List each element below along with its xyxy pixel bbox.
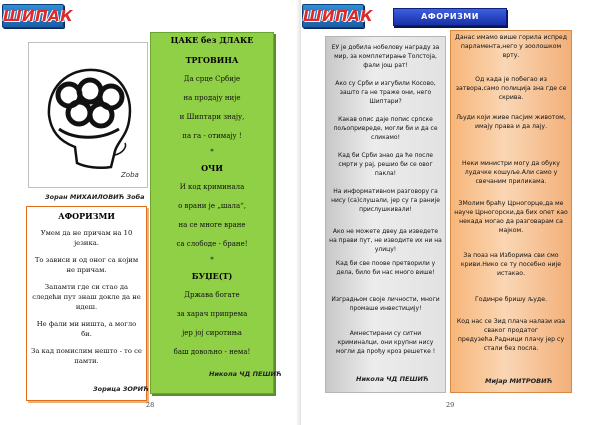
aphorism-item: Кад би све поове претворили у дела, било би нас много више! xyxy=(335,260,436,276)
aphorisms-box-author: Зорица ЗОРИЋ xyxy=(93,385,149,393)
aphorism-item: Умем да не причам на 10 језика. xyxy=(40,229,133,247)
aphorism-item: Запамти где си стао да следећи пут знаш докле да не идеш. xyxy=(32,283,141,311)
aphorisms-box-title: АФОРИЗМИ xyxy=(58,211,115,221)
cartoon-author: Зоран МИХАИЛОВИЋ Зоба xyxy=(45,193,145,201)
poem-line: па га - отимају ! xyxy=(182,132,242,140)
cartoon-drawing xyxy=(29,43,147,187)
poem-line: о врани је „шала“, xyxy=(178,202,246,210)
orange-box-author: Мијар МИТРОВИЋ xyxy=(485,377,553,385)
magazine-logo xyxy=(302,4,374,28)
poems-author: Никола ЧД ПЕШИЋ xyxy=(209,370,282,378)
poems-box xyxy=(150,32,282,394)
aphorism-item: Неки министри могу да обуку лудачке кошуље.Али само у свечаним приликама. xyxy=(462,160,560,185)
magazine-logo xyxy=(2,4,74,28)
aphorism-item: Какав опис даје попис српске пољопривреде, могли би и да се сликамо! xyxy=(333,116,438,141)
page-number-right: 29 xyxy=(446,401,455,409)
svg-text:Zoba: Zoba xyxy=(121,171,139,179)
page-number-left: 28 xyxy=(146,401,155,409)
aphorism-item: ЗМолим браћу Црногорце,да ме науче Црногорски,да бих опет као некада могао да разговарам са мајком. xyxy=(454,200,568,234)
aphorism-item: Годинре бришу људе. xyxy=(475,296,547,303)
separator: * xyxy=(210,148,214,156)
aphorism-item: Код нас се Зид плача налази иза сваког продатог предузећа.Радници плачу јер су стали без посла. xyxy=(456,318,566,352)
aphorisms-box-orange xyxy=(450,30,572,393)
poem-line: на се многе вране xyxy=(178,221,246,229)
aphorism-item: Изградњом своје личности, многи промаше инвестицију! xyxy=(331,296,440,312)
aphorism-item: Не фали ми ништа, а могло би. xyxy=(36,320,137,338)
poems-heading: ЦАКЕ без ДЛАКЕ xyxy=(170,35,254,45)
poem-line: баш довољно - нема! xyxy=(173,348,251,356)
aphorisms-banner: АФОРИЗМИ xyxy=(393,8,507,26)
poem-line: И код криминала xyxy=(179,183,245,191)
aphorism-item: Данас имамо више горила испред парламента,него у зоолошком врту. xyxy=(454,34,567,59)
aphorism-item: То зависи и од оног са којим не причам. xyxy=(34,256,139,274)
poem-title: ОЧИ xyxy=(201,163,223,173)
poem-line: са слободе - бране! xyxy=(176,240,248,248)
aphorism-item: Људи који живе пасјим животом, имају права и да лају. xyxy=(456,114,566,130)
aphorism-item: Ако не можете двеу да изведете на прави пут, не изводите их ни на улицу! xyxy=(329,228,442,253)
separator: * xyxy=(210,256,214,264)
logo-text: ШИПАК xyxy=(303,7,374,25)
poem-line: за харач припрема xyxy=(176,310,248,318)
aphorism-item: Кад би Срби знао да ће после смрти у рај, решио би се овог пакла! xyxy=(337,152,434,177)
gray-box-author: Никола ЧД ПЕШИЋ xyxy=(356,375,429,383)
poem-line: на продају није xyxy=(183,94,241,102)
poem-title: ТРГОВИНА xyxy=(185,55,239,65)
aphorisms-box-left xyxy=(26,206,147,401)
logo-text: ШИПАК xyxy=(3,7,74,25)
cartoon-illustration xyxy=(28,42,148,188)
aphorism-item: На информативном разговору га нису (са)слушали, јер су га раније прислушкивали! xyxy=(331,188,440,213)
poem-line: Држава богате xyxy=(184,291,240,299)
poem-line: јер јој сиротиња xyxy=(182,329,242,337)
aphorism-item: Од када је побегао из затвора,само полиција зна где се скрива. xyxy=(455,76,567,101)
poem-line: Да срце Србије xyxy=(183,75,241,83)
aphorism-item: Амнестирани су ситни криминалци, они крупни нису могли да прођу кроз решетке ! xyxy=(335,330,436,355)
aphorism-item: ЕУ је добила нобелову награду за мир, за комплетирање Толстоја, фали још рат! xyxy=(331,44,440,69)
aphorism-item: За поаз на Изборима сви смо криви.Нико се ту посебно није истакао. xyxy=(460,252,562,277)
poem-line: и Шиптари знају, xyxy=(179,113,245,121)
aphorism-item: За кад помислим нешто - то се памти. xyxy=(31,347,142,365)
poem-title: БУЏЕ(Т) xyxy=(191,271,233,281)
aphorisms-box-gray xyxy=(325,36,446,393)
aphorism-item: Ако су Срби и изгубили Косово, зашто га не траже они, него Шиптари? xyxy=(335,80,436,105)
